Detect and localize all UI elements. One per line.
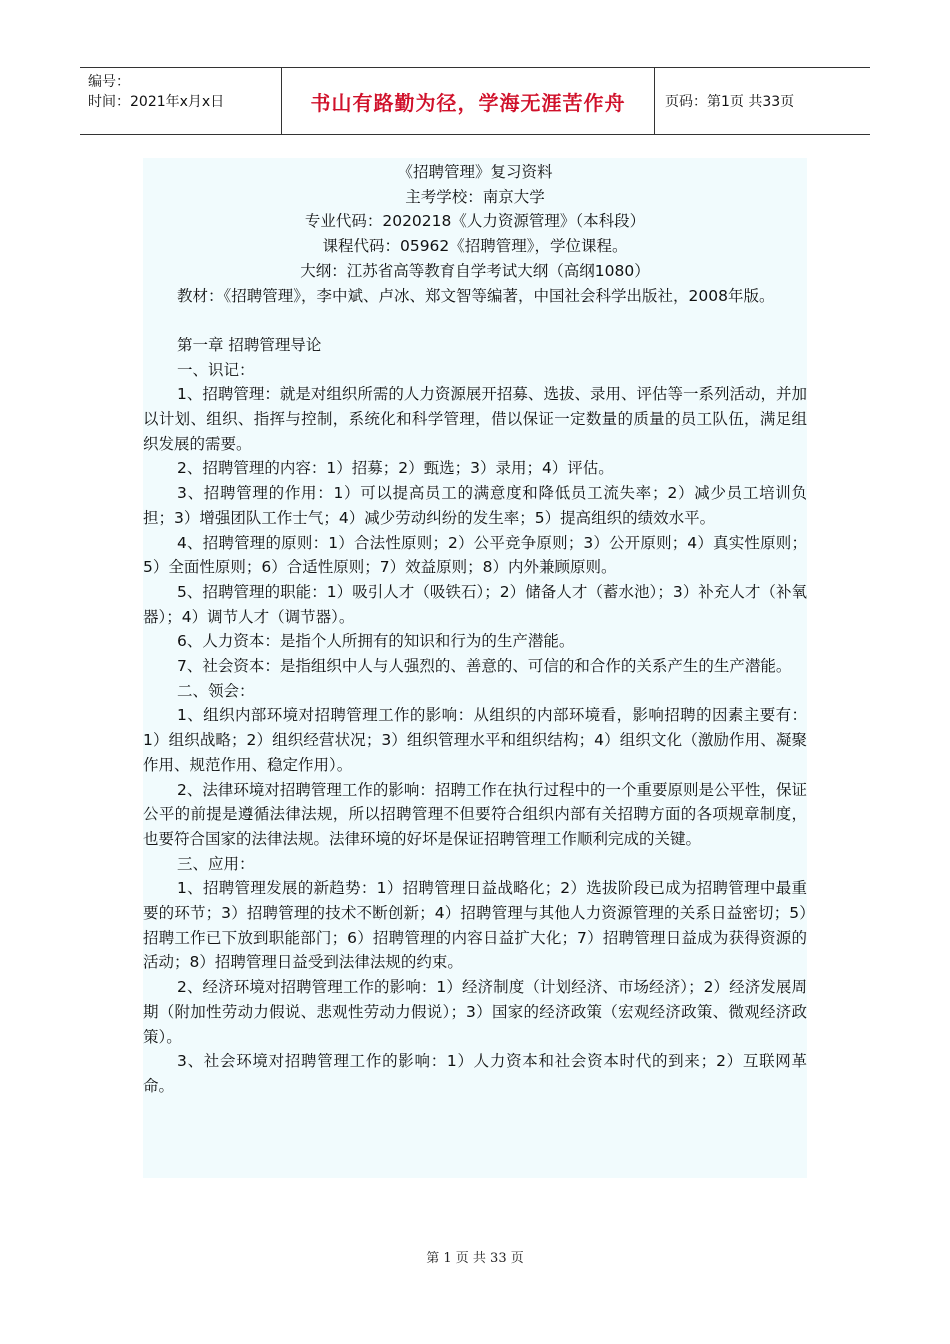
- doc-title: 《招聘管理》复习资料: [397, 163, 553, 181]
- serial-label: 编号：: [88, 74, 130, 90]
- section-heading: 一、识记：: [177, 360, 255, 379]
- page-footer: 第 1 页 共 33 页: [426, 1251, 524, 1266]
- section-heading: 三、应用：: [177, 854, 255, 873]
- doc-outline: 大纲：江苏省高等教育自学考试大纲（高纲1080）: [300, 261, 650, 280]
- doc-course: 课程代码：05962《招聘管理》，学位课程。: [322, 237, 628, 256]
- chapter-heading: 第一章 招聘管理导论: [177, 335, 322, 354]
- doc-major: 专业代码：2020218《人力资源管理》（本科段）: [304, 212, 646, 231]
- page-header: [80, 67, 870, 135]
- doc-textbook: 教材：《招聘管理》，李中斌、卢冰、郑文智等编著，中国社会科学出版社，2008年版。: [177, 286, 775, 305]
- list-item: 2、法律环境对招聘管理工作的影响：招聘工作在执行过程中的一个重要原则是公平性，保证公平的前提是遵循法律法规，所以招聘管理不但要符合组织内部有关招聘方面的各项规章制度，也要符合国家的法律法规。法律环境的好坏是保证招聘管理工作顺利完成的关键。: [143, 780, 807, 848]
- list-item: 2、招聘管理的内容：1）招募；2）甄选；3）录用；4）评估。: [177, 459, 614, 478]
- doc-school: 主考学校：南京大学: [405, 187, 545, 206]
- time-label: 时间：2021年x月x日: [88, 94, 225, 110]
- document-body: [143, 158, 807, 1178]
- list-item: 1、招聘管理发展的新趋势：1）招聘管理日益战略化；2）选拔阶段已成为招聘管理中最重要的环节；3）招聘管理的技术不断创新；4）招聘管理与其他人力资源管理的关系日益密切；5）招聘工作已下放到职能部门；6）招聘管理的内容日益扩大化；7）招聘管理日益成为获得资源的活动；8）招聘管理日益受到法律法规的约束。: [143, 879, 807, 972]
- section-heading: 二、领会：: [177, 681, 255, 700]
- list-item: 5、招聘管理的职能：1）吸引人才（吸铁石）；2）储备人才（蓄水池）；3）补充人才（补氧器）；4）调节人才（调节器）。: [143, 582, 807, 626]
- list-item: 6、人力资本：是指个人所拥有的知识和行为的生产潜能。: [177, 632, 575, 651]
- header-meta: [80, 68, 282, 134]
- header-motto: 书山有路勤为径，学海无涯苦作舟: [282, 68, 655, 134]
- list-item: 3、招聘管理的作用：1）可以提高员工的满意度和降低员工流失率；2）减少员工培训负担；3）增强团队工作士气；4）减少劳动纠纷的发生率；5）提高组织的绩效水平。: [143, 484, 807, 527]
- list-item: 2、经济环境对招聘管理工作的影响：1）经济制度（计划经济、市场经济）；2）经济发展周期（附加性劳动力假说、悲观性劳动力假说）；3）国家的经济政策（宏观经济政策、微观经济政策）。: [143, 978, 807, 1046]
- list-item: 1、组织内部环境对招聘管理工作的影响：从组织的内部环境看，影响招聘的因素主要有：1）组织战略；2）组织经营状况；3）组织管理水平和组织结构；4）组织文化（激励作用、凝聚作用、规范作用、稳定作用）。: [143, 706, 807, 774]
- list-item: 1、招聘管理：就是对组织所需的人力资源展开招募、选拔、录用、评估等一系列活动，并加以计划、组织、指挥与控制，系统化和科学管理，借以保证一定数量的质量的员工队伍，满足组织发展的需要。: [143, 385, 807, 453]
- header-page-info: 页码：第1页 共33页: [665, 94, 795, 110]
- list-item: 7、社会资本：是指组织中人与人强烈的、善意的、可信的和合作的关系产生的生产潜能。: [177, 657, 792, 676]
- list-item: 3、社会环境对招聘管理工作的影响：1）人力资本和社会资本时代的到来；2）互联网革命。: [143, 1052, 807, 1095]
- list-item: 4、招聘管理的原则：1）合法性原则；2）公平竞争原则；3）公开原则；4）真实性原则；5）全面性原则；6）合适性原则；7）效益原则；8）内外兼顾原则。: [143, 533, 807, 577]
